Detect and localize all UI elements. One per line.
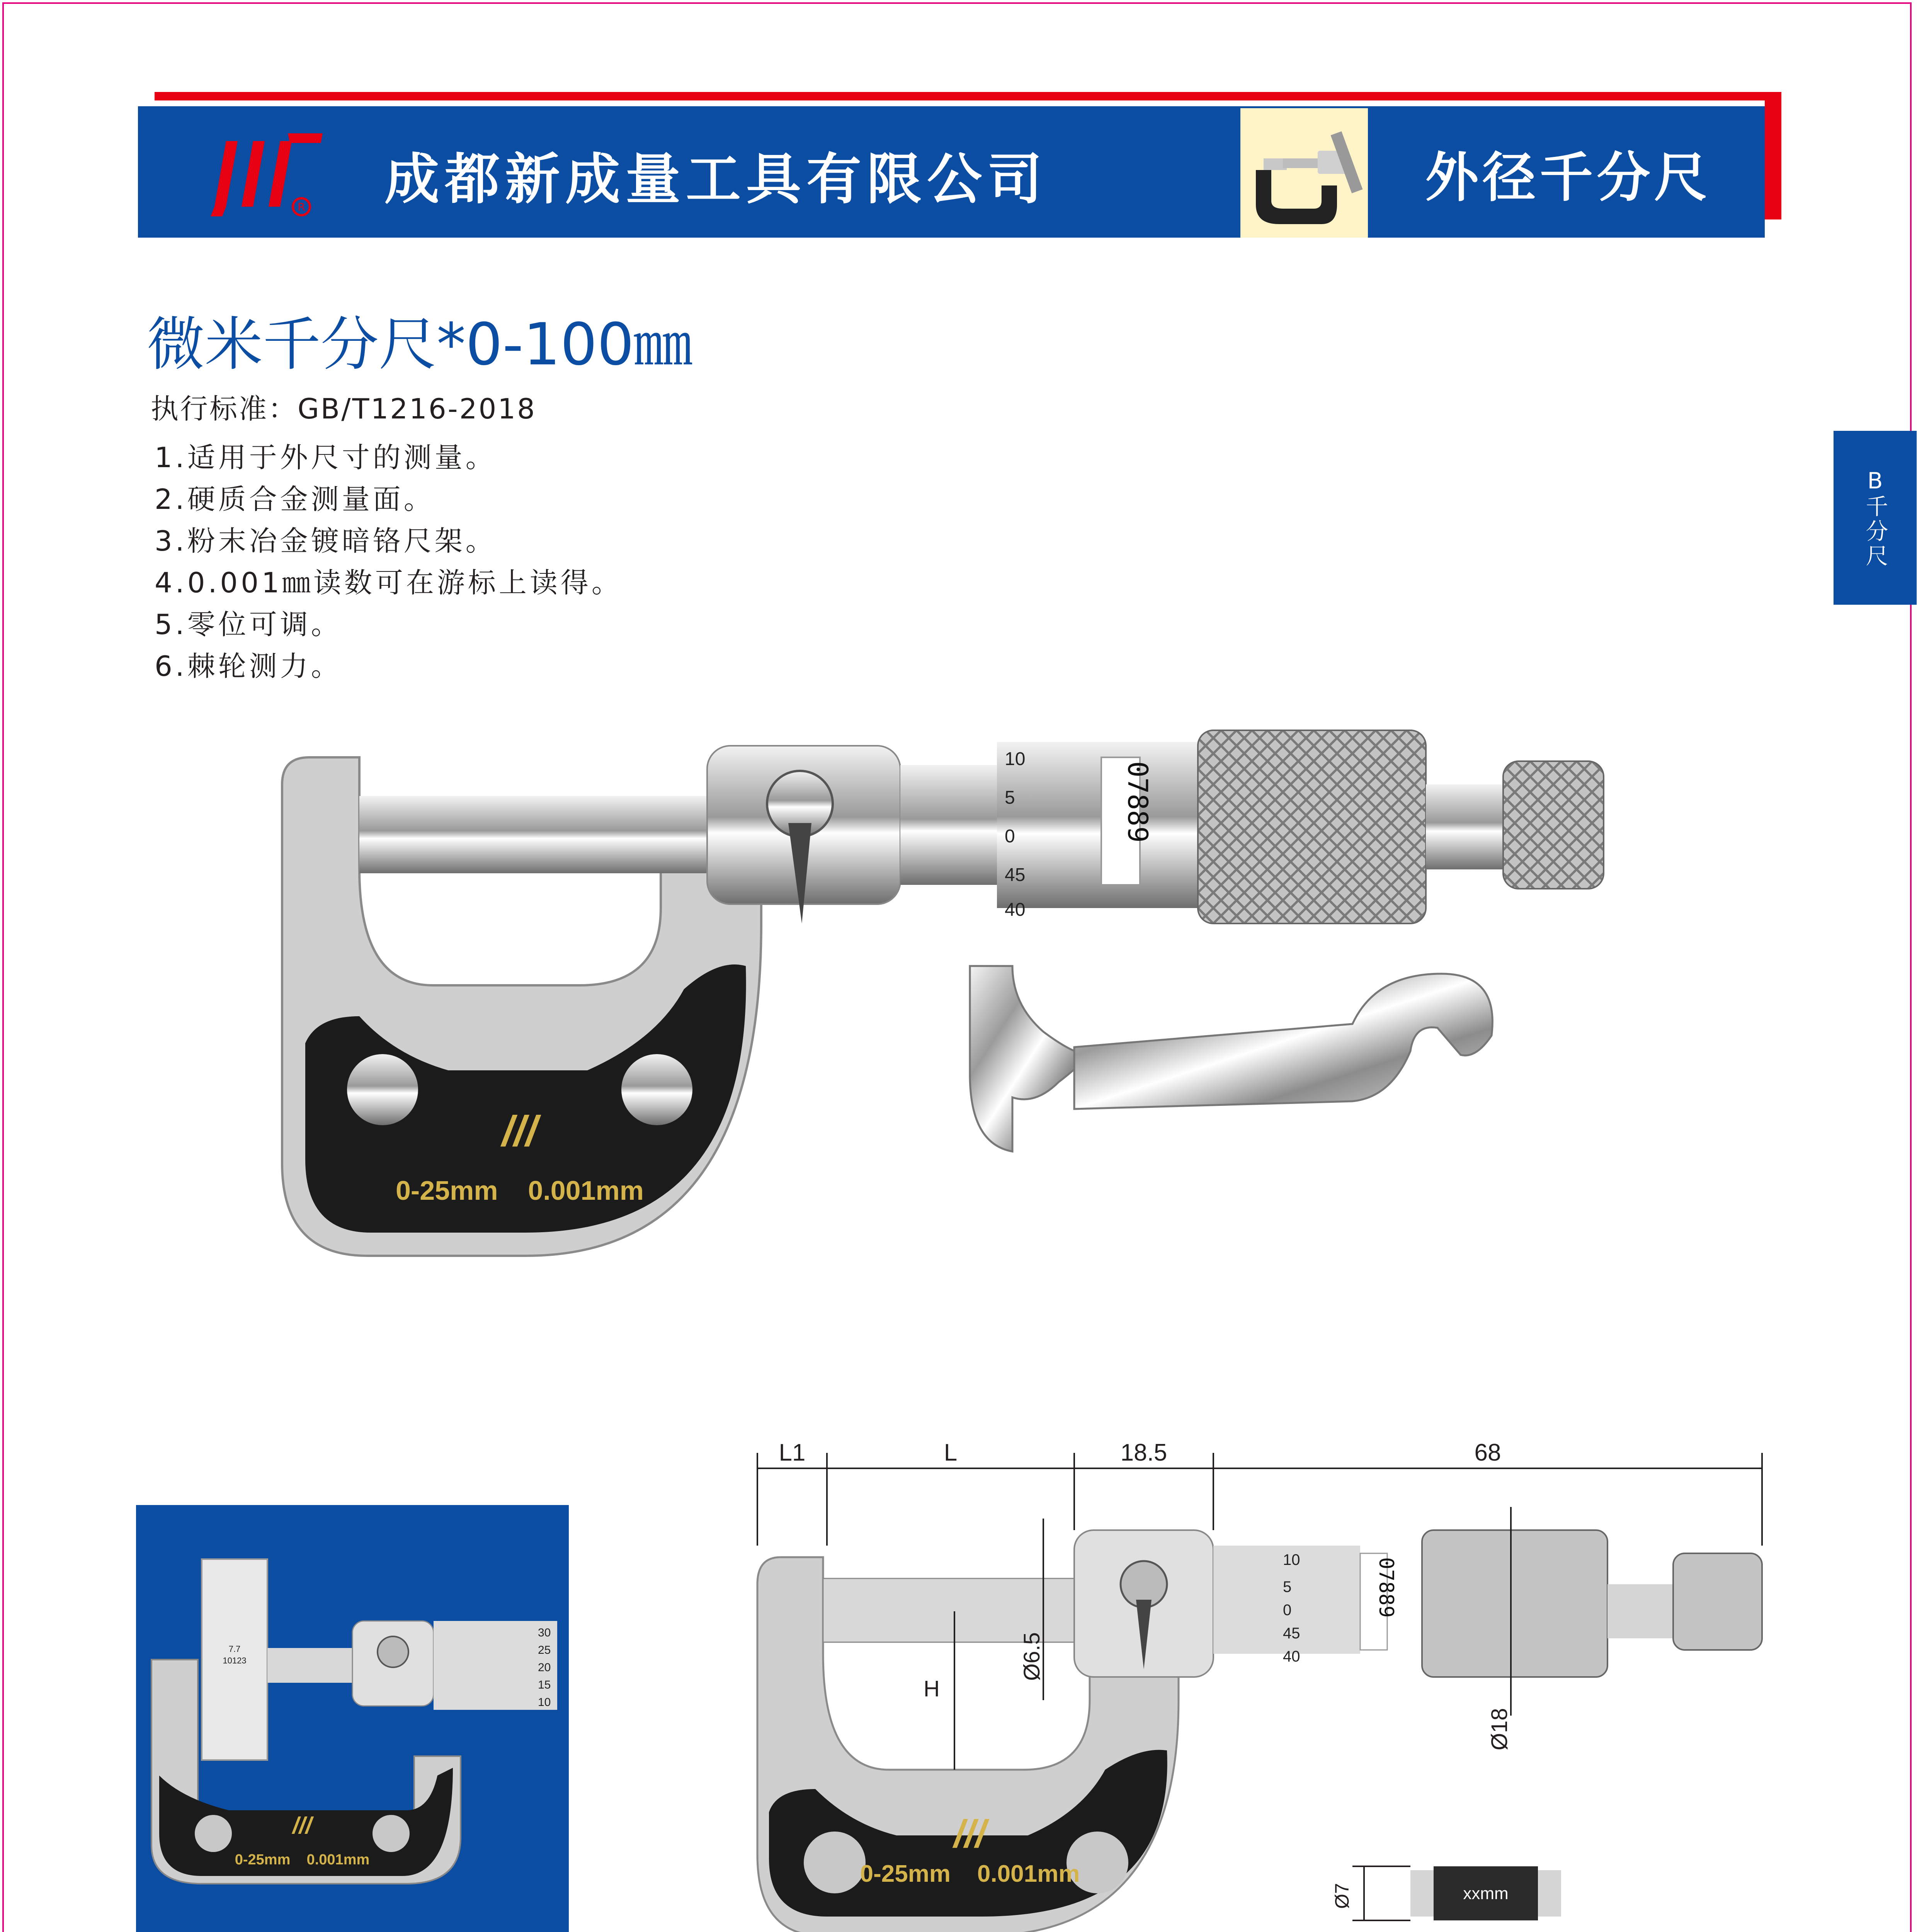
feature-item: 4.0.001㎜读数可在游标上读得。	[155, 566, 623, 599]
svg-text:R: R	[298, 201, 305, 213]
rod-marking: xxmm	[1463, 1884, 1509, 1903]
dim-68: 68	[1474, 1439, 1501, 1466]
micrometer-photo-inset	[136, 1505, 569, 1932]
svg-text:///: ///	[292, 1813, 312, 1838]
svg-text:///: ///	[954, 1812, 986, 1855]
svg-text:10: 10	[1005, 749, 1026, 769]
svg-text:20: 20	[538, 1661, 551, 1674]
svg-text:5: 5	[1283, 1578, 1292, 1595]
feature-item: 3.粉末冶金镀暗铬尺架。	[155, 525, 497, 557]
svg-text:5: 5	[1005, 787, 1015, 808]
svg-text:15: 15	[538, 1679, 551, 1691]
dim-l1: L1	[779, 1439, 806, 1466]
feature-item: 6.棘轮测力。	[155, 650, 342, 682]
svg-text:25: 25	[538, 1644, 551, 1656]
header-gap	[138, 100, 1765, 106]
svg-text:10: 10	[538, 1696, 551, 1709]
company-name: 成都新成量工具有限公司	[384, 148, 1048, 211]
feature-item: 1.适用于外尺寸的测量。	[155, 441, 497, 474]
section-side-tab[interactable]	[1834, 431, 1917, 605]
inset-frame-marking: 0-25mm 0.001mm	[235, 1852, 370, 1868]
page-title: 微米千分尺*0-100㎜	[147, 311, 692, 378]
dim-h: H	[924, 1676, 940, 1701]
feature-list	[155, 437, 623, 687]
side-tab-label: 千分尺	[1862, 495, 1888, 569]
setting-rod-image	[1314, 1855, 1584, 1932]
dim-18-5: 18.5	[1120, 1439, 1167, 1466]
dim-d18: Ø18	[1487, 1708, 1512, 1750]
standard-text: 执行标准：GB/T1216-2018	[151, 393, 536, 425]
svg-text:40: 40	[1005, 900, 1026, 920]
company-logo-icon	[211, 133, 327, 218]
svg-text:45: 45	[1005, 865, 1026, 885]
svg-text:10: 10	[1283, 1551, 1300, 1568]
svg-text:0: 0	[1283, 1602, 1292, 1619]
dim-d6-5: Ø6.5	[1019, 1632, 1044, 1681]
product-category: 外径千分尺	[1425, 146, 1711, 209]
svg-text:45: 45	[1283, 1625, 1300, 1642]
feature-item: 5.零位可调。	[155, 608, 342, 641]
gauge-block-text-2: 10123	[223, 1656, 247, 1665]
dim-l: L	[944, 1439, 958, 1466]
drawing-frame-marking: 0-25mm 0.001mm	[860, 1861, 1080, 1887]
svg-text:///: ///	[502, 1107, 538, 1155]
drawing-counter-digits: 07889	[1374, 1557, 1398, 1618]
svg-text:30: 30	[538, 1626, 551, 1639]
side-tab-letter: B	[1867, 468, 1883, 494]
frame-marking: 0-25mm 0.001mm	[395, 1175, 644, 1206]
wrench-image	[958, 958, 1499, 1175]
gauge-block-text-1: 7.7	[228, 1644, 241, 1654]
dimension-drawing	[734, 1430, 1785, 1932]
feature-item: 2.硬质合金测量面。	[155, 483, 435, 515]
svg-text:0: 0	[1005, 826, 1015, 847]
svg-text:40: 40	[1283, 1648, 1300, 1665]
counter-digits: 07889	[1122, 761, 1153, 843]
header-product-thumbnail	[1240, 108, 1368, 238]
dim-d7: Ø7	[1331, 1883, 1353, 1909]
